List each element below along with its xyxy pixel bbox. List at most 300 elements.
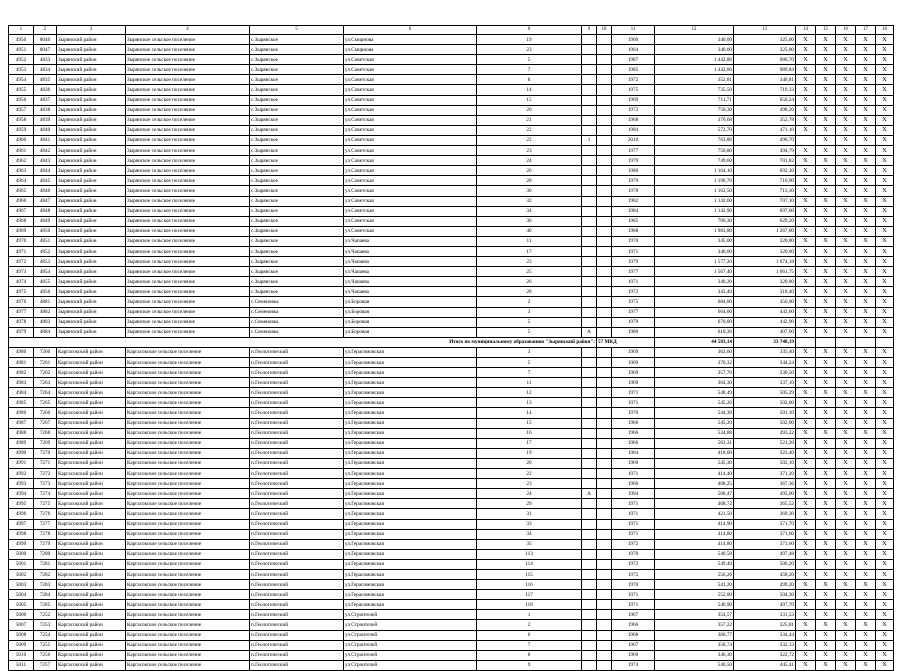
table-cell: 493,22	[734, 428, 796, 438]
table-cell: X	[836, 257, 856, 267]
column-number-row	[9, 26, 894, 35]
table-cell: Зырянский район	[57, 216, 126, 226]
table-cell: Зырянский район	[57, 236, 126, 246]
table-cell: Каргасокское сельское поселение	[126, 358, 250, 368]
table-row	[9, 368, 894, 378]
table-cell: X	[836, 277, 856, 287]
table-cell	[597, 226, 612, 236]
table-cell: ул.Советская	[344, 156, 477, 166]
table-cell: X	[816, 196, 836, 206]
table-cell: X	[876, 257, 894, 267]
table-cell	[582, 610, 597, 620]
table-cell: 4964	[9, 176, 34, 186]
table-cell: 1975	[612, 297, 655, 307]
table-row	[9, 156, 894, 166]
table-cell: ул.Герасимовская	[344, 559, 477, 569]
table-row	[9, 428, 894, 438]
table-cell: X	[856, 388, 876, 398]
table-cell: X	[796, 489, 816, 499]
table-cell: 763,80	[655, 135, 734, 145]
table-cell: Зырянский район	[57, 125, 126, 135]
table-cell: Зырянское сельское поселение	[126, 176, 250, 186]
table-row	[9, 580, 894, 590]
table-cell: X	[796, 650, 816, 660]
table-cell: 5008	[9, 630, 34, 640]
table-cell: X	[816, 519, 836, 529]
table-cell: 502,10	[734, 458, 796, 468]
table-cell	[597, 458, 612, 468]
table-cell: X	[836, 640, 856, 650]
table-cell: 1966	[612, 620, 655, 630]
table-cell: с.Зырянское	[250, 65, 344, 75]
table-row	[9, 640, 894, 650]
table-row	[9, 236, 894, 246]
table-cell: X	[836, 448, 856, 458]
table-cell: Каргасокский район	[57, 600, 126, 610]
table-cell: X	[816, 630, 836, 640]
table-cell	[582, 358, 597, 368]
table-cell: Зырянское сельское поселение	[126, 216, 250, 226]
table-cell: п.Геологический	[250, 398, 344, 408]
table-cell: 4850	[34, 226, 57, 236]
table-cell: X	[796, 529, 816, 539]
table-cell: 458,20	[734, 569, 796, 579]
table-cell: X	[836, 115, 856, 125]
table-cell: 7285	[34, 600, 57, 610]
table-row	[9, 277, 894, 287]
table-cell	[597, 166, 612, 176]
table-cell: X	[836, 156, 856, 166]
table-cell: Каргасокский район	[57, 438, 126, 448]
table-cell: 4842	[34, 146, 57, 156]
table-row	[9, 257, 894, 267]
table-cell: п.Геологический	[250, 549, 344, 559]
table-cell: X	[796, 287, 816, 297]
table-cell: 4849	[34, 216, 57, 226]
table-cell: Каргасокское сельское поселение	[126, 438, 250, 448]
table-cell: X	[856, 135, 876, 145]
table-cell: Зырянское сельское поселение	[126, 35, 250, 45]
table-cell: 1969	[612, 378, 655, 388]
table-cell: Зырянское сельское поселение	[126, 125, 250, 135]
table-cell: 4994	[9, 489, 34, 499]
table-row	[9, 347, 894, 357]
table-row	[9, 267, 894, 277]
total-living-area: 33 748,19	[734, 337, 796, 347]
table-cell: 1 577,20	[655, 257, 734, 267]
table-cell	[582, 509, 597, 519]
table-cell: Каргасокский район	[57, 378, 126, 388]
table-cell	[597, 358, 612, 368]
table-cell: X	[816, 317, 836, 327]
table-cell: 335,40	[734, 347, 796, 357]
table-cell: 7276	[34, 509, 57, 519]
table-cell: X	[836, 610, 856, 620]
table-cell: X	[796, 65, 816, 75]
table-cell: X	[856, 277, 876, 287]
table-cell	[597, 418, 612, 428]
table-cell: 502,00	[734, 418, 796, 428]
table-cell	[597, 610, 612, 620]
table-cell: X	[876, 580, 894, 590]
table-cell: Каргасокское сельское поселение	[126, 489, 250, 499]
table-cell: X	[836, 35, 856, 45]
table-cell: X	[816, 620, 836, 630]
table-cell: 358,74	[655, 640, 734, 650]
housing-register-table	[8, 25, 894, 671]
table-cell: Каргасокский район	[57, 408, 126, 418]
table-row	[9, 499, 894, 509]
table-cell: X	[836, 428, 856, 438]
table-cell: п.Геологический	[250, 640, 344, 650]
table-cell: X	[796, 146, 816, 156]
table-cell: X	[856, 166, 876, 176]
table-cell: 17	[477, 438, 582, 448]
table-cell: X	[836, 317, 856, 327]
table-cell: X	[816, 569, 836, 579]
table-cell: 7265	[34, 398, 57, 408]
table-cell	[582, 549, 597, 559]
table-cell: ул.Боровая	[344, 307, 477, 317]
table-cell: X	[856, 660, 876, 670]
table-cell: Каргасокское сельское поселение	[126, 580, 250, 590]
table-row	[9, 438, 894, 448]
table-cell: Зырянский район	[57, 166, 126, 176]
table-cell: 4834	[34, 65, 57, 75]
table-cell: X	[836, 519, 856, 529]
table-cell: X	[876, 35, 894, 45]
table-cell: 4967	[9, 206, 34, 216]
table-cell: 362,60	[655, 347, 734, 357]
table-cell: X	[856, 479, 876, 489]
table-cell: 5005	[9, 600, 34, 610]
table-cell: 1977	[612, 146, 655, 156]
table-cell: 19	[477, 35, 582, 45]
table-cell: 371,60	[734, 529, 796, 539]
table-cell: 650,24	[734, 95, 796, 105]
table-cell: 4844	[34, 166, 57, 176]
table-cell: с.Зырянское	[250, 105, 344, 115]
table-row	[9, 378, 894, 388]
table-cell: 31	[477, 509, 582, 519]
table-cell: Зырянский район	[57, 105, 126, 115]
table-cell: Каргасокский район	[57, 660, 126, 670]
table-cell: 11	[477, 236, 582, 246]
table-cell: X	[816, 246, 836, 256]
table-cell: X	[796, 428, 816, 438]
table-cell: 7	[477, 640, 582, 650]
table-cell: 4848	[34, 206, 57, 216]
table-cell: Зырянское сельское поселение	[126, 206, 250, 216]
table-cell	[582, 499, 597, 509]
table-cell: 4973	[9, 267, 34, 277]
table-cell: X	[796, 236, 816, 246]
table-cell: X	[856, 75, 876, 85]
table-cell: 4971	[9, 246, 34, 256]
table-cell: 697,60	[734, 206, 796, 216]
table-cell: с.Зырянское	[250, 257, 344, 267]
table-cell: X	[876, 539, 894, 549]
table-cell: 1971	[612, 499, 655, 509]
table-cell: 7261	[34, 358, 57, 368]
table-cell: X	[856, 559, 876, 569]
table-cell: 4840	[34, 125, 57, 135]
table-cell: 23	[477, 45, 582, 55]
table-cell: 4983	[9, 378, 34, 388]
table-cell: X	[836, 650, 856, 660]
table-cell: X	[796, 55, 816, 65]
table-row	[9, 539, 894, 549]
table-cell: 7270	[34, 448, 57, 458]
table-cell: Зырянское сельское поселение	[126, 257, 250, 267]
table-cell: 1975	[612, 85, 655, 95]
table-cell: 5004	[9, 590, 34, 600]
table-cell: 113	[477, 549, 582, 559]
table-cell: п.Геологический	[250, 489, 344, 499]
table-row	[9, 590, 894, 600]
table-cell: 5	[477, 327, 582, 337]
table-cell: ул.Боровая	[344, 297, 477, 307]
table-cell: Зырянское сельское поселение	[126, 166, 250, 176]
table-cell: X	[796, 358, 816, 368]
table-cell: 352,78	[734, 115, 796, 125]
table-cell: 4963	[9, 166, 34, 176]
table-cell	[597, 398, 612, 408]
table-cell: 1 162,50	[655, 186, 734, 196]
municipality-total-row	[9, 337, 894, 347]
table-cell	[597, 428, 612, 438]
table-cell: А	[582, 489, 597, 499]
table-cell: Зырянское сельское поселение	[126, 146, 250, 156]
table-cell: ул.Боровая	[344, 327, 477, 337]
column-number-cell: 12	[655, 26, 734, 35]
table-cell: 1970	[612, 580, 655, 590]
table-cell: 1979	[612, 257, 655, 267]
table-cell: Каргасокский район	[57, 549, 126, 559]
table-cell: X	[836, 85, 856, 95]
table-cell: 7260	[34, 347, 57, 357]
table-cell	[597, 519, 612, 529]
table-cell: Зырянское сельское поселение	[126, 186, 250, 196]
table-cell	[597, 45, 612, 55]
table-cell: X	[796, 257, 816, 267]
table-cell: ул.Советская	[344, 135, 477, 145]
column-number-cell: 15	[816, 26, 836, 35]
column-number-cell: 9	[582, 26, 597, 35]
table-cell: 5001	[9, 559, 34, 569]
table-cell: X	[816, 287, 836, 297]
table-cell: 4954	[9, 75, 34, 85]
table-cell: Каргасокский район	[57, 620, 126, 630]
table-row	[9, 65, 894, 75]
table-cell: X	[856, 257, 876, 267]
table-cell: X	[816, 347, 836, 357]
table-cell: ул.Советская	[344, 186, 477, 196]
table-cell: 521,20	[734, 438, 796, 448]
table-cell: 7256	[34, 650, 57, 660]
table-cell: X	[876, 650, 894, 660]
table-cell: ул.Герасимовская	[344, 358, 477, 368]
table-cell: X	[856, 146, 876, 156]
table-cell: 117	[477, 590, 582, 600]
table-cell: 408,25	[655, 479, 734, 489]
table-cell: 320,00	[734, 236, 796, 246]
table-cell: X	[836, 125, 856, 135]
table-row	[9, 630, 894, 640]
table-cell: X	[876, 368, 894, 378]
table-cell: 8047	[34, 45, 57, 55]
table-cell: X	[796, 408, 816, 418]
table-cell: 364,30	[655, 378, 734, 388]
table-cell: X	[796, 277, 816, 287]
table-cell: X	[796, 176, 816, 186]
table-cell: 20	[477, 458, 582, 468]
empty-cell	[796, 337, 816, 347]
table-cell: 354,57	[655, 610, 734, 620]
table-cell: X	[796, 307, 816, 317]
table-cell: 4882	[34, 307, 57, 317]
table-cell: X	[816, 307, 836, 317]
table-cell: Зырянский район	[57, 65, 126, 75]
table-cell: 320,00	[734, 246, 796, 256]
table-cell: 340,00	[655, 45, 734, 55]
table-cell: 7255	[34, 640, 57, 650]
table-cell: 1964	[612, 448, 655, 458]
table-cell: X	[796, 297, 816, 307]
table-cell: 7267	[34, 418, 57, 428]
table-cell: X	[796, 206, 816, 216]
table-cell: X	[836, 580, 856, 590]
table-cell: 4985	[9, 398, 34, 408]
table-cell: ул.Герасимовская	[344, 388, 477, 398]
table-cell: п.Геологический	[250, 499, 344, 509]
table-cell: X	[836, 418, 856, 428]
table-cell: 4988	[9, 428, 34, 438]
table-cell: X	[856, 469, 876, 479]
table-cell	[597, 549, 612, 559]
table-cell: с.Семеновка	[250, 307, 344, 317]
table-cell: X	[856, 176, 876, 186]
table-cell: 716,90	[734, 176, 796, 186]
table-cell: 7274	[34, 489, 57, 499]
table-cell: 4843	[34, 156, 57, 166]
table-cell: X	[796, 75, 816, 85]
table-cell: X	[836, 246, 856, 256]
table-cell: X	[796, 327, 816, 337]
table-cell: 7281	[34, 559, 57, 569]
table-cell: X	[816, 428, 836, 438]
table-row	[9, 398, 894, 408]
table-cell: X	[836, 559, 856, 569]
table-cell: 5010	[9, 650, 34, 660]
table-cell: X	[876, 277, 894, 287]
table-cell: 360,77	[655, 630, 734, 640]
table-cell: ул.Советская	[344, 176, 477, 186]
table-cell	[582, 347, 597, 357]
table-cell: 4996	[9, 509, 34, 519]
table-cell: X	[816, 438, 836, 448]
table-cell: Зырянский район	[57, 206, 126, 216]
table-cell: 5003	[9, 580, 34, 590]
table-cell: ул.Строителей	[344, 660, 477, 670]
table-cell: 323,40	[734, 448, 796, 458]
table-cell	[582, 246, 597, 256]
table-cell: 357,22	[655, 620, 734, 630]
table-cell: 556,26	[655, 569, 734, 579]
table-row	[9, 408, 894, 418]
table-cell: X	[816, 499, 836, 509]
table-cell: п.Геологический	[250, 479, 344, 489]
table-cell: ул.Герасимовская	[344, 580, 477, 590]
table-cell: 1 142,60	[655, 196, 734, 206]
table-cell: 664,00	[655, 307, 734, 317]
table-cell	[597, 146, 612, 156]
table-cell: X	[836, 327, 856, 337]
table-cell: 4852	[34, 246, 57, 256]
table-cell: 1971	[612, 509, 655, 519]
table-cell: 1972	[612, 559, 655, 569]
table-cell: с.Семеновка	[250, 327, 344, 337]
table-cell: ул.Советская	[344, 216, 477, 226]
table-cell: Зырянский район	[57, 75, 126, 85]
table-cell: X	[856, 590, 876, 600]
table-row	[9, 519, 894, 529]
table-cell: Каргасокский район	[57, 580, 126, 590]
table-cell: 414,80	[655, 539, 734, 549]
table-cell	[597, 236, 612, 246]
table-cell: Зырянское сельское поселение	[126, 115, 250, 125]
table-cell: X	[836, 105, 856, 115]
table-cell: X	[816, 105, 836, 115]
table-cell: 2010	[612, 135, 655, 145]
table-cell: Зырянский район	[57, 257, 126, 267]
table-cell: ул.Советская	[344, 196, 477, 206]
table-cell: п.Геологический	[250, 600, 344, 610]
table-cell	[597, 307, 612, 317]
table-cell	[582, 115, 597, 125]
total-label: Итого по муниципальному образованию "Зырянский район":	[9, 337, 597, 347]
table-cell: 4835	[34, 75, 57, 85]
table-cell: 331,53	[734, 610, 796, 620]
table-cell: Зырянский район	[57, 95, 126, 105]
table-cell: с.Зырянское	[250, 146, 344, 156]
table-cell: Каргасокский район	[57, 539, 126, 549]
table-cell: X	[816, 650, 836, 660]
table-cell	[597, 317, 612, 327]
table-cell: X	[836, 55, 856, 65]
table-cell: X	[856, 297, 876, 307]
table-cell: X	[796, 166, 816, 176]
table-cell	[597, 489, 612, 499]
table-cell: 545,30	[655, 458, 734, 468]
table-cell: X	[876, 125, 894, 135]
table-cell: Каргасокское сельское поселение	[126, 368, 250, 378]
table-cell	[597, 600, 612, 610]
table-cell: с.Зырянское	[250, 85, 344, 95]
table-cell	[597, 196, 612, 206]
table-cell: ул.Чапаева	[344, 277, 477, 287]
table-cell: 5011	[9, 660, 34, 670]
table-cell: Каргасокское сельское поселение	[126, 458, 250, 468]
table-cell: 1982	[612, 196, 655, 206]
table-cell: X	[836, 196, 856, 206]
table-cell: 4952	[9, 55, 34, 65]
table-cell: 1969	[612, 458, 655, 468]
table-cell: X	[876, 287, 894, 297]
table-cell: Зырянское сельское поселение	[126, 105, 250, 115]
table-cell: 442,90	[734, 317, 796, 327]
table-cell: 4991	[9, 458, 34, 468]
